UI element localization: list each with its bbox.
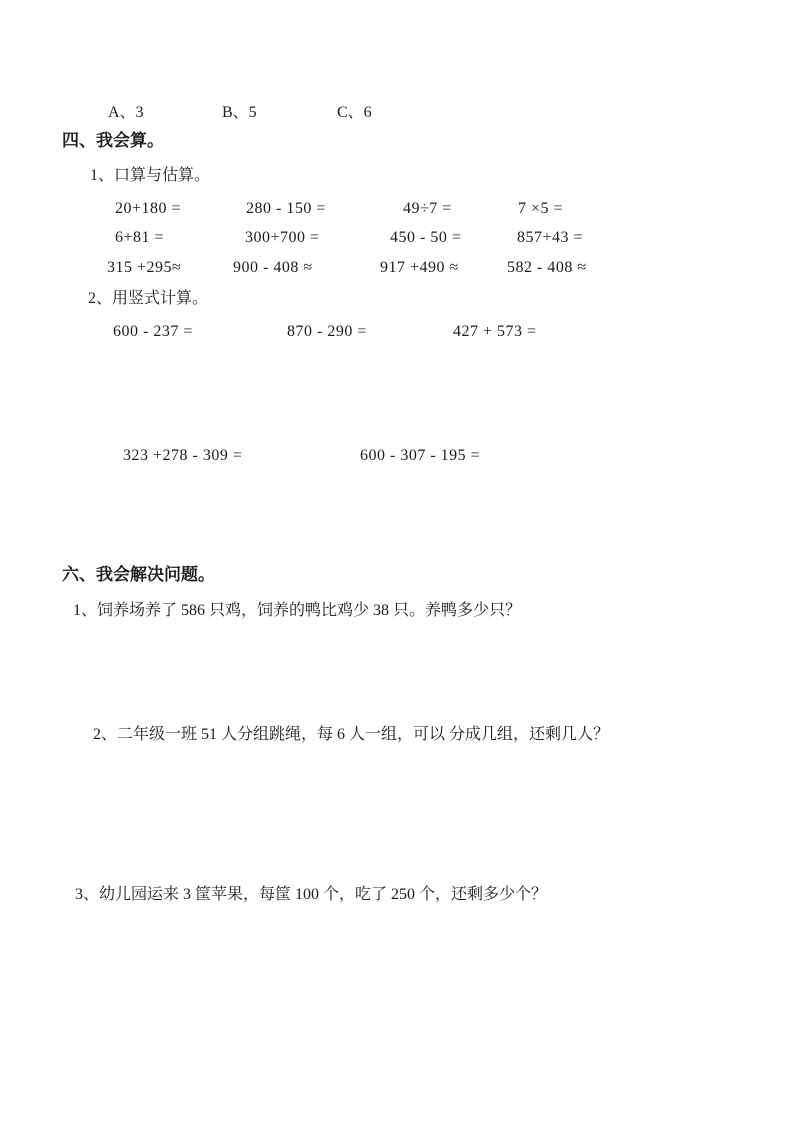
word-problem-2: 2、二年级一班 51 人分组跳绳，每 6 人一组，可以 分成几组，还剩几人？ bbox=[93, 726, 610, 743]
choice-option-b: B、5 bbox=[222, 104, 257, 121]
equation: 450 - 50 = bbox=[390, 229, 462, 246]
word-problem-3: 3、幼儿园运来 3 筐苹果，每筐 100 个，吃了 250 个，还剩多少个？ bbox=[75, 886, 548, 903]
equation: 870 - 290 = bbox=[287, 323, 367, 340]
equation: 600 - 237 = bbox=[113, 323, 193, 340]
equation: 917 +490 ≈ bbox=[380, 259, 459, 276]
equation: 900 - 408 ≈ bbox=[233, 259, 313, 276]
section-solve-title: 六、我会解决问题。 bbox=[62, 565, 215, 584]
equation: 7 ×5 = bbox=[518, 200, 564, 217]
equation: 600 - 307 - 195 = bbox=[360, 447, 481, 464]
word-problem-1: 1、饲养场养了 586 只鸡，饲养的鸭比鸡少 38 只。养鸭多少只？ bbox=[73, 602, 522, 619]
section-calc-title: 四、我会算。 bbox=[62, 131, 164, 150]
equation: 280 - 150 = bbox=[246, 200, 326, 217]
choice-option-a: A、3 bbox=[108, 104, 144, 121]
equation: 300+700 = bbox=[245, 229, 320, 246]
equation: 6+81 = bbox=[115, 229, 165, 246]
oral-calc-subtitle: 1、口算与估算。 bbox=[90, 167, 211, 184]
equation: 20+180 = bbox=[115, 200, 182, 217]
equation: 49÷7 = bbox=[403, 200, 452, 217]
equation: 323 +278 - 309 = bbox=[123, 447, 243, 464]
choice-option-c: C、6 bbox=[337, 104, 372, 121]
equation: 427 + 573 = bbox=[453, 323, 537, 340]
equation: 582 - 408 ≈ bbox=[507, 259, 587, 276]
equation: 857+43 = bbox=[517, 229, 584, 246]
vertical-calc-subtitle: 2、用竖式计算。 bbox=[88, 290, 209, 307]
equation: 315 +295≈ bbox=[107, 259, 182, 276]
